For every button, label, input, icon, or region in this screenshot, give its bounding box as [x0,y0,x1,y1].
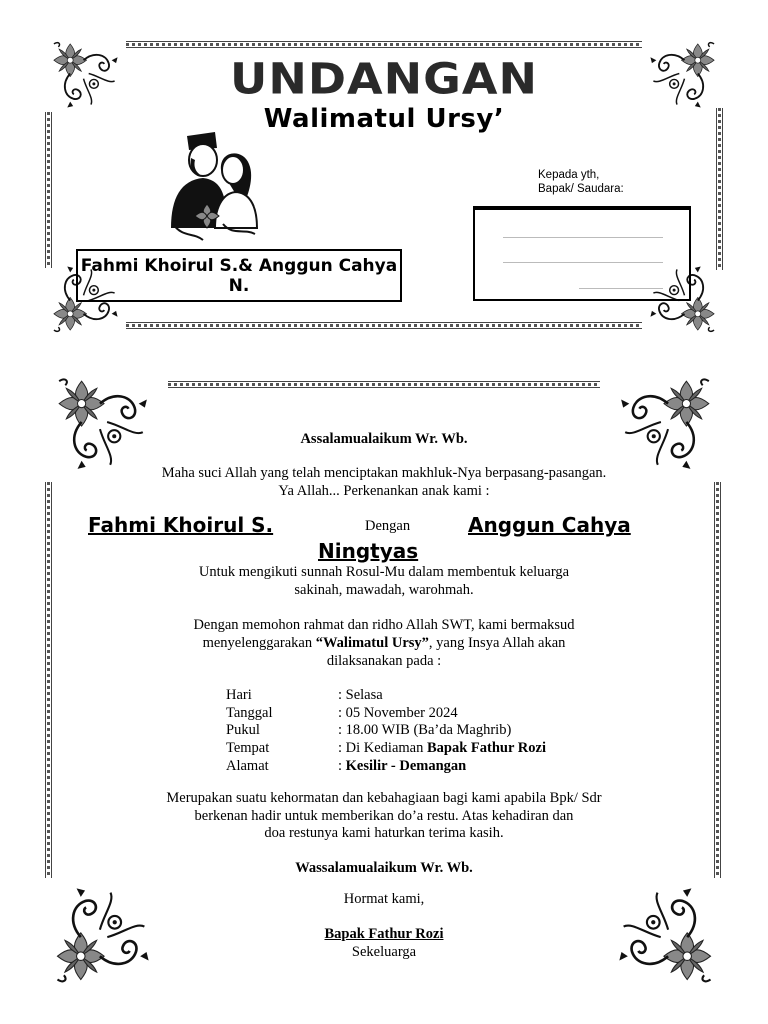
connector-word: Dengan [365,518,411,534]
request-text: menyelenggarakan [202,635,316,651]
detail-value-strong: Bapak Fathur Rozi [427,740,546,756]
detail-value-strong: Kesilir - Demangan [345,758,467,774]
detail-row-place [226,739,546,757]
request-text: , yang Insya Allah akan [428,635,566,651]
event-name: “Walimatul Ursy” [315,635,429,651]
detail-row-day [226,686,383,704]
left-border [45,482,52,878]
invitation-title: UNDANGAN [230,54,538,104]
top-border [168,381,600,388]
detail-value: : Di Kediaman [338,740,427,756]
request-line: Dengan memohon rahmat dan ridho Allah SWT, kami bermaksud [193,617,575,633]
detail-value: : 18.00 WIB (Ba’da Maghrib) [338,722,512,738]
detail-row-date [226,704,458,722]
right-border [714,482,721,878]
detail-value: : 05 November 2024 [338,705,458,721]
bride-name: Anggun Cahya [468,513,631,537]
detail-label: Pukul [226,722,260,738]
detail-label: Hari [226,687,252,703]
groom-name: Fahmi Khoirul S. [88,513,274,537]
closing-line: doa restunya kami haturkan terima kasih. [264,825,504,841]
bride-name-continued: Ningtyas [318,539,419,563]
detail-row-time [226,721,511,739]
regards: Hormat kami, [343,891,425,907]
invitation-subtitle: Walimatul Ursy’ [263,104,505,134]
detail-label: Tempat [226,740,270,756]
couple-names: Fahmi Khoirul S.& Anggun Cahya N. [80,256,398,296]
intro-line: Ya Allah... Perkenankan anak kami : [278,483,490,499]
request-line: dilaksanakan pada : [326,653,442,669]
greeting: Assalamualaikum Wr. Wb. [300,431,468,447]
flower-ornament-icon [600,373,732,475]
host-name: Bapak Fathur Rozi [324,926,444,942]
intro-line: Maha suci Allah yang telah menciptakan makhluk-Nya berpasang-pasangan. [161,465,607,481]
closing-line: berkenan hadir untuk memberikan do’a restu. Atas kehadiran dan [194,808,574,824]
detail-value: : [338,758,346,774]
request-line [90,634,678,652]
flower-ornament-icon [36,373,168,475]
detail-row-address [226,757,466,775]
purpose-line: sakinah, mawadah, warohmah. [294,582,474,598]
recipient-label-line: Kepada yth, [538,169,600,181]
detail-label: Alamat [226,758,269,774]
farewell: Wassalamualaikum Wr. Wb. [295,860,473,876]
host-suffix: Sekeluarga [351,944,417,960]
detail-value: : Selasa [338,687,383,703]
recipient-label-line: Bapak/ Saudara: [538,183,624,195]
closing-line: Merupakan suatu kehormatan dan kebahagiaan bagi kami apabila Bpk/ Sdr [166,790,602,806]
detail-label: Tanggal [226,705,273,721]
purpose-line: Untuk mengikuti sunnah Rosul-Mu dalam membentuk keluarga [198,564,570,580]
